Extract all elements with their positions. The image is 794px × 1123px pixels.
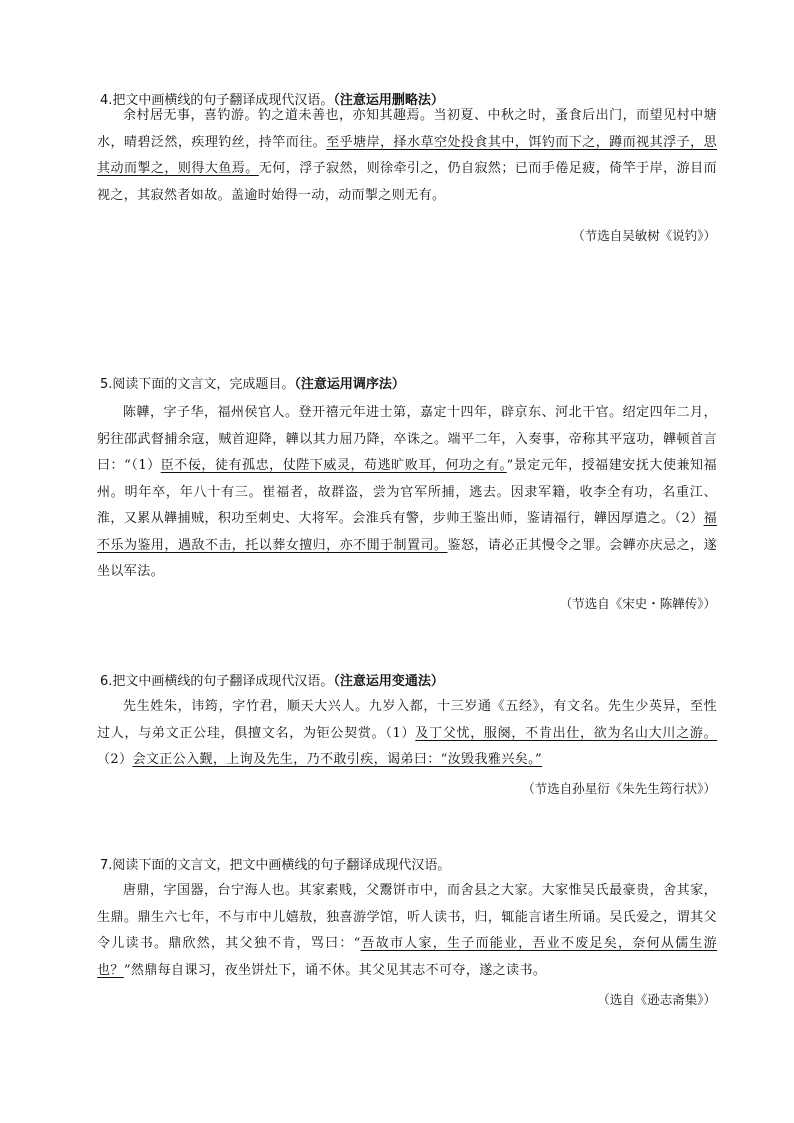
underlined-sentence: 吾故市人家，生子而能业，吾业不废足矣，奈何从儒生游也？ <box>97 936 717 978</box>
method-note: （注意运用删略法） <box>333 93 444 108</box>
underlined-sentence: 福不乐为鉴用，遇敌不击，托以葬女擅归，亦不閒于制置司。 <box>97 511 717 553</box>
question-number: 5. <box>100 377 113 392</box>
question-5-title <box>100 375 405 395</box>
passage-text: 鉴怒，请必正其慢令之罪。会韡亦庆忌之，遂坐以军法。 <box>97 537 717 579</box>
underlined-sentence: 臣不佞，徒有孤忠，仗陛下威灵，苟逃旷败耳，何功之有。 <box>160 458 507 473</box>
question-number: 6. <box>100 674 113 689</box>
passage-text: 无何，浮子寂然，则徐牵引之，仍自寂然；已而手倦足疲，倚竿于岸，游目而视之，其寂然者如故。盖逾时始得一动，动而掣之则无有。 <box>97 161 717 203</box>
underlined-sentence: 及丁父忧，服阕，不肯出仕，欲为名山大川之游。 <box>415 725 717 741</box>
question-6-source: （节选自孙星衍《朱先生筠行状》） <box>522 781 716 796</box>
underlined-sentence: 会文正公入觐，上询及先生，乃不敢引疾，谒弟曰：“汝毁我雅兴矣。” <box>132 752 543 767</box>
method-note: （注意运用调序法） <box>294 377 405 392</box>
passage-text: ”景定元年，授福建安抚大使兼知福州。明年卒，年八十有三。崔福者，故群盗，尝为官军所捕，逃去。因隶军籍，收李全有功，名重江、淮，又累从韡捕贼，积功至刺史、大将军。会淮兵有警，步帅王鉴出师，鉴请福行，韡因厚遣之。（2） <box>97 458 718 526</box>
passage-text: ”然鼎每自课习，夜坐饼灶下，诵不休。其父见其志不可夺，遂之读书。 <box>123 962 547 978</box>
question-4-passage <box>97 103 717 209</box>
passage-text: 先生姓朱，讳筠，字竹君，顺天大兴人。九岁入都，十三岁通《五经》，有文名。先生少英异，至性过人，与弟文正公珪，俱擅文名，为钜公契赏。（1） <box>97 699 717 741</box>
question-number: 4. <box>100 93 113 108</box>
question-prompt: 阅读下面的文言文，完成题目。 <box>112 377 295 392</box>
question-7-title <box>100 856 450 876</box>
question-number: 7. <box>100 858 113 873</box>
question-6-passage <box>97 694 717 774</box>
question-prompt: 把文中画横线的句子翻译成现代汉语。 <box>112 93 334 108</box>
method-note: （注意运用变通法） <box>333 674 444 689</box>
passage-text: （2） <box>97 752 133 767</box>
question-5-passage <box>97 400 717 586</box>
passage-text: 陈韡，字子华，福州侯官人。登开禧元年进士第，嘉定十四年，辟京东、河北干官。绍定四年二月，躬往邵武督捕余寇，贼首迎降，韡以其力屈乃降，卒诛之。端平二年，入奏事，帝称其平寇功，韡顿首言曰：“（1） <box>97 405 717 473</box>
passage-text: 唐鼎，字国器，台宁海人也。其家素贱，父鬻饼市中，而舍县之大家。大家惟吴氏最豪贵，舍其家，生鼎。鼎生六七年，不与市中儿嬉敖，独喜游学馆，听人读书，归，辄能言诸生所诵。吴氏爱之，谓其父令儿读书。鼎欣然，其父独不肯，骂曰：“ <box>97 883 717 951</box>
passage-text: 余村居无事，喜钓游。钓之道未善也，亦知其趣焉。当初夏、中秋之时，蚤食后出门，而望见村中塘水，晴碧泛然，疾理钓丝，持竿而往。 <box>97 108 717 150</box>
question-7-source: （选自《逊志斋集》） <box>597 992 716 1007</box>
underlined-sentence: 至乎塘岸，择水草空处投食其中，饵钓而下之，蹲而视其浮子，思其动而掣之，则得大鱼焉。 <box>97 134 717 176</box>
question-6-title <box>100 672 444 692</box>
question-7-passage <box>97 878 717 984</box>
question-prompt: 把文中画横线的句子翻译成现代汉语。 <box>112 674 334 689</box>
question-prompt: 阅读下面的文言文，把文中画横线的句子翻译成现代汉语。 <box>112 858 451 873</box>
question-5-source: （节选自《宋史・陈韡传》） <box>559 596 716 611</box>
question-4-source: （节选自吴敏树《说钓》） <box>572 228 716 243</box>
